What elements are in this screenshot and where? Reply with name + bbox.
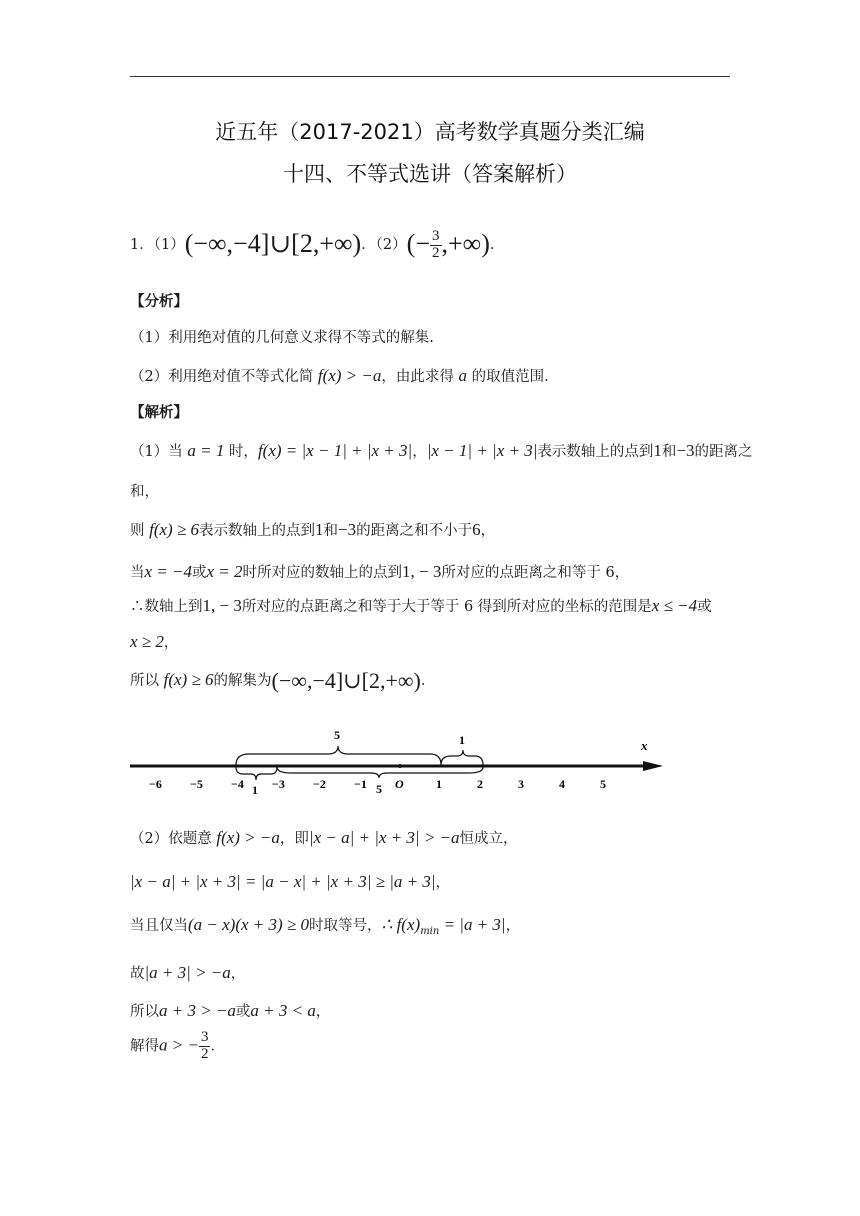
tick-label: 1	[436, 777, 442, 791]
tick-label: −1	[354, 777, 367, 791]
answer-prefix: 1．（1）	[130, 237, 185, 253]
brace-bottom-mid-label: 5	[376, 782, 382, 796]
math: x ≥ 2	[130, 632, 164, 651]
part2-line-2	[130, 872, 450, 892]
text: ，	[315, 1004, 331, 1020]
answer-2-fraction	[430, 229, 442, 262]
part2-line-3	[130, 915, 520, 938]
tick-label: 4	[559, 777, 565, 791]
text: 或	[697, 599, 712, 615]
math: ∴ f(x)	[381, 915, 421, 934]
text: 和	[661, 444, 677, 460]
math: −3	[676, 441, 695, 460]
math: (−∞,−4]∪[2,+∞)	[271, 668, 421, 693]
text: 时所对应的数轴上的点到	[242, 565, 403, 581]
analysis-heading: 【分析】	[130, 293, 188, 310]
answer-2-right: ,+∞)	[441, 229, 490, 258]
math: f(x) > −a	[216, 828, 280, 847]
origin-dot	[398, 764, 402, 768]
text: 或	[192, 565, 207, 581]
text: （2）利用绝对值不等式化简	[130, 369, 318, 385]
number-line-diagram	[125, 722, 675, 802]
text: 当且仅当	[130, 918, 188, 934]
solution-line-1-cont: 和，	[130, 484, 159, 500]
math: f(x) > −a	[317, 366, 382, 385]
answer-line	[130, 228, 504, 261]
math: f(x) = |x − 1| + |x + 3|	[257, 441, 413, 460]
text: ，即	[279, 831, 309, 847]
fraction-numerator: 3	[432, 227, 440, 244]
axis-arrow	[643, 761, 663, 771]
part2-line-1	[130, 828, 518, 848]
axis-label: x	[641, 738, 648, 753]
math: |x − a| + |x + 3| > −a	[308, 828, 460, 847]
math: a	[458, 366, 467, 385]
brace-bottom-mid	[277, 767, 483, 778]
tick-label: 5	[600, 777, 606, 791]
math: 1, − 3	[202, 596, 242, 615]
solution-line-6	[130, 668, 435, 694]
math: 1	[315, 520, 324, 539]
answer-separator: ．（2）	[361, 237, 407, 253]
text: ．	[420, 673, 436, 689]
text: 或	[235, 1004, 251, 1020]
text: ∴数轴上到	[130, 599, 203, 615]
text: ．	[210, 1038, 225, 1055]
text: ，	[412, 444, 427, 460]
text: 所对应的点距离之和等于大于等于 6 得到所对应的坐标的范围是	[241, 599, 652, 615]
text: （1）当	[130, 444, 188, 460]
header-rule	[130, 76, 730, 77]
math: a + 3 > −a	[159, 1001, 236, 1020]
math: f(x) ≥ 6	[163, 670, 214, 689]
math: x ≤ −4	[651, 596, 698, 615]
text: 时取等号，	[309, 918, 382, 934]
fraction-numerator: 3	[200, 1029, 209, 1045]
part2-line-5	[130, 1001, 330, 1021]
text: 的距离之	[694, 444, 753, 460]
tick-label: 2	[477, 777, 483, 791]
text: ，	[163, 635, 179, 651]
part2-line-6	[130, 1030, 225, 1063]
tick-label: 3	[518, 777, 524, 791]
text: ，由此求得	[381, 369, 459, 385]
tick-label: O	[395, 777, 404, 791]
analysis-2	[130, 366, 549, 386]
text: 所以	[130, 1004, 159, 1020]
text: 时，	[224, 444, 258, 460]
text: 的取值范围.	[467, 369, 549, 385]
tick-label: −4	[231, 777, 244, 791]
page-title: 近五年（2017-2021）高考数学真题分类汇编	[215, 120, 645, 144]
solution-line-2	[130, 520, 495, 540]
math: 1	[653, 441, 662, 460]
text: 所对应的点距离之和等于 6，	[441, 565, 630, 581]
text: 表示数轴上的点到	[199, 523, 316, 539]
text: 表示数轴上的点到	[537, 444, 654, 460]
math: a + 3 < a	[250, 1001, 316, 1020]
text: ，	[435, 875, 451, 891]
page-subtitle: 十四、不等式选讲（答案解析）	[283, 162, 577, 186]
tick-label: −3	[272, 777, 285, 791]
math: −3	[338, 520, 357, 539]
text: 当	[130, 565, 145, 581]
text: 恒成立，	[459, 831, 518, 847]
answer-2-left: (−	[406, 229, 430, 258]
text: 的距离之和不小于	[356, 523, 473, 539]
math: |x − 1| + |x + 3|	[426, 441, 538, 460]
result-fraction	[199, 1030, 211, 1063]
brace-top-small	[441, 750, 483, 765]
text: （2）依题意	[130, 831, 217, 847]
text: 的解集为	[213, 673, 272, 689]
solution-line-4	[130, 596, 712, 616]
solution-line-5	[130, 632, 178, 652]
math: |x − a| + |x + 3| = |a − x| + |x + 3| ≥ |a + 3|	[130, 872, 436, 891]
brace-bottom-left-label: 1	[252, 783, 258, 797]
math: = |a + 3|	[439, 915, 506, 934]
math: 1, − 3	[402, 562, 442, 581]
text: ，	[505, 918, 521, 934]
math: |a + 3| > −a	[144, 963, 231, 982]
brace-top-big	[236, 746, 441, 765]
solution-heading: 【解析】	[130, 404, 188, 421]
solution-line-1	[130, 441, 753, 461]
text: 所以	[130, 673, 164, 689]
fraction-denominator: 2	[200, 1045, 209, 1062]
math: (a − x)(x + 3) ≥ 0	[188, 915, 310, 934]
text: ，	[480, 523, 496, 539]
part2-line-4	[130, 963, 245, 983]
tick-label: −2	[313, 777, 326, 791]
answer-end: ．	[489, 237, 505, 253]
text: ，	[230, 966, 246, 982]
brace-top-big-label: 5	[334, 728, 340, 742]
fraction-denominator: 2	[432, 244, 440, 261]
text: 解得	[130, 1038, 159, 1055]
math: x = 2	[206, 562, 243, 581]
analysis-1: （1）利用绝对值的几何意义求得不等式的解集.	[130, 330, 434, 346]
text: 则	[130, 523, 150, 539]
math: a > −	[159, 1035, 199, 1055]
text: 故	[130, 966, 145, 982]
math-subscript: min	[420, 926, 440, 937]
tick-label: −6	[149, 777, 162, 791]
solution-line-3	[130, 562, 629, 582]
answer-1: (−∞,−4]∪[2,+∞)	[184, 229, 362, 258]
math: x = −4	[144, 562, 192, 581]
math: a = 1	[187, 441, 225, 460]
math: 6	[472, 520, 481, 539]
text: 和	[323, 523, 339, 539]
brace-top-small-label: 1	[459, 733, 465, 747]
tick-label: −5	[190, 777, 203, 791]
math: f(x) ≥ 6	[149, 520, 200, 539]
